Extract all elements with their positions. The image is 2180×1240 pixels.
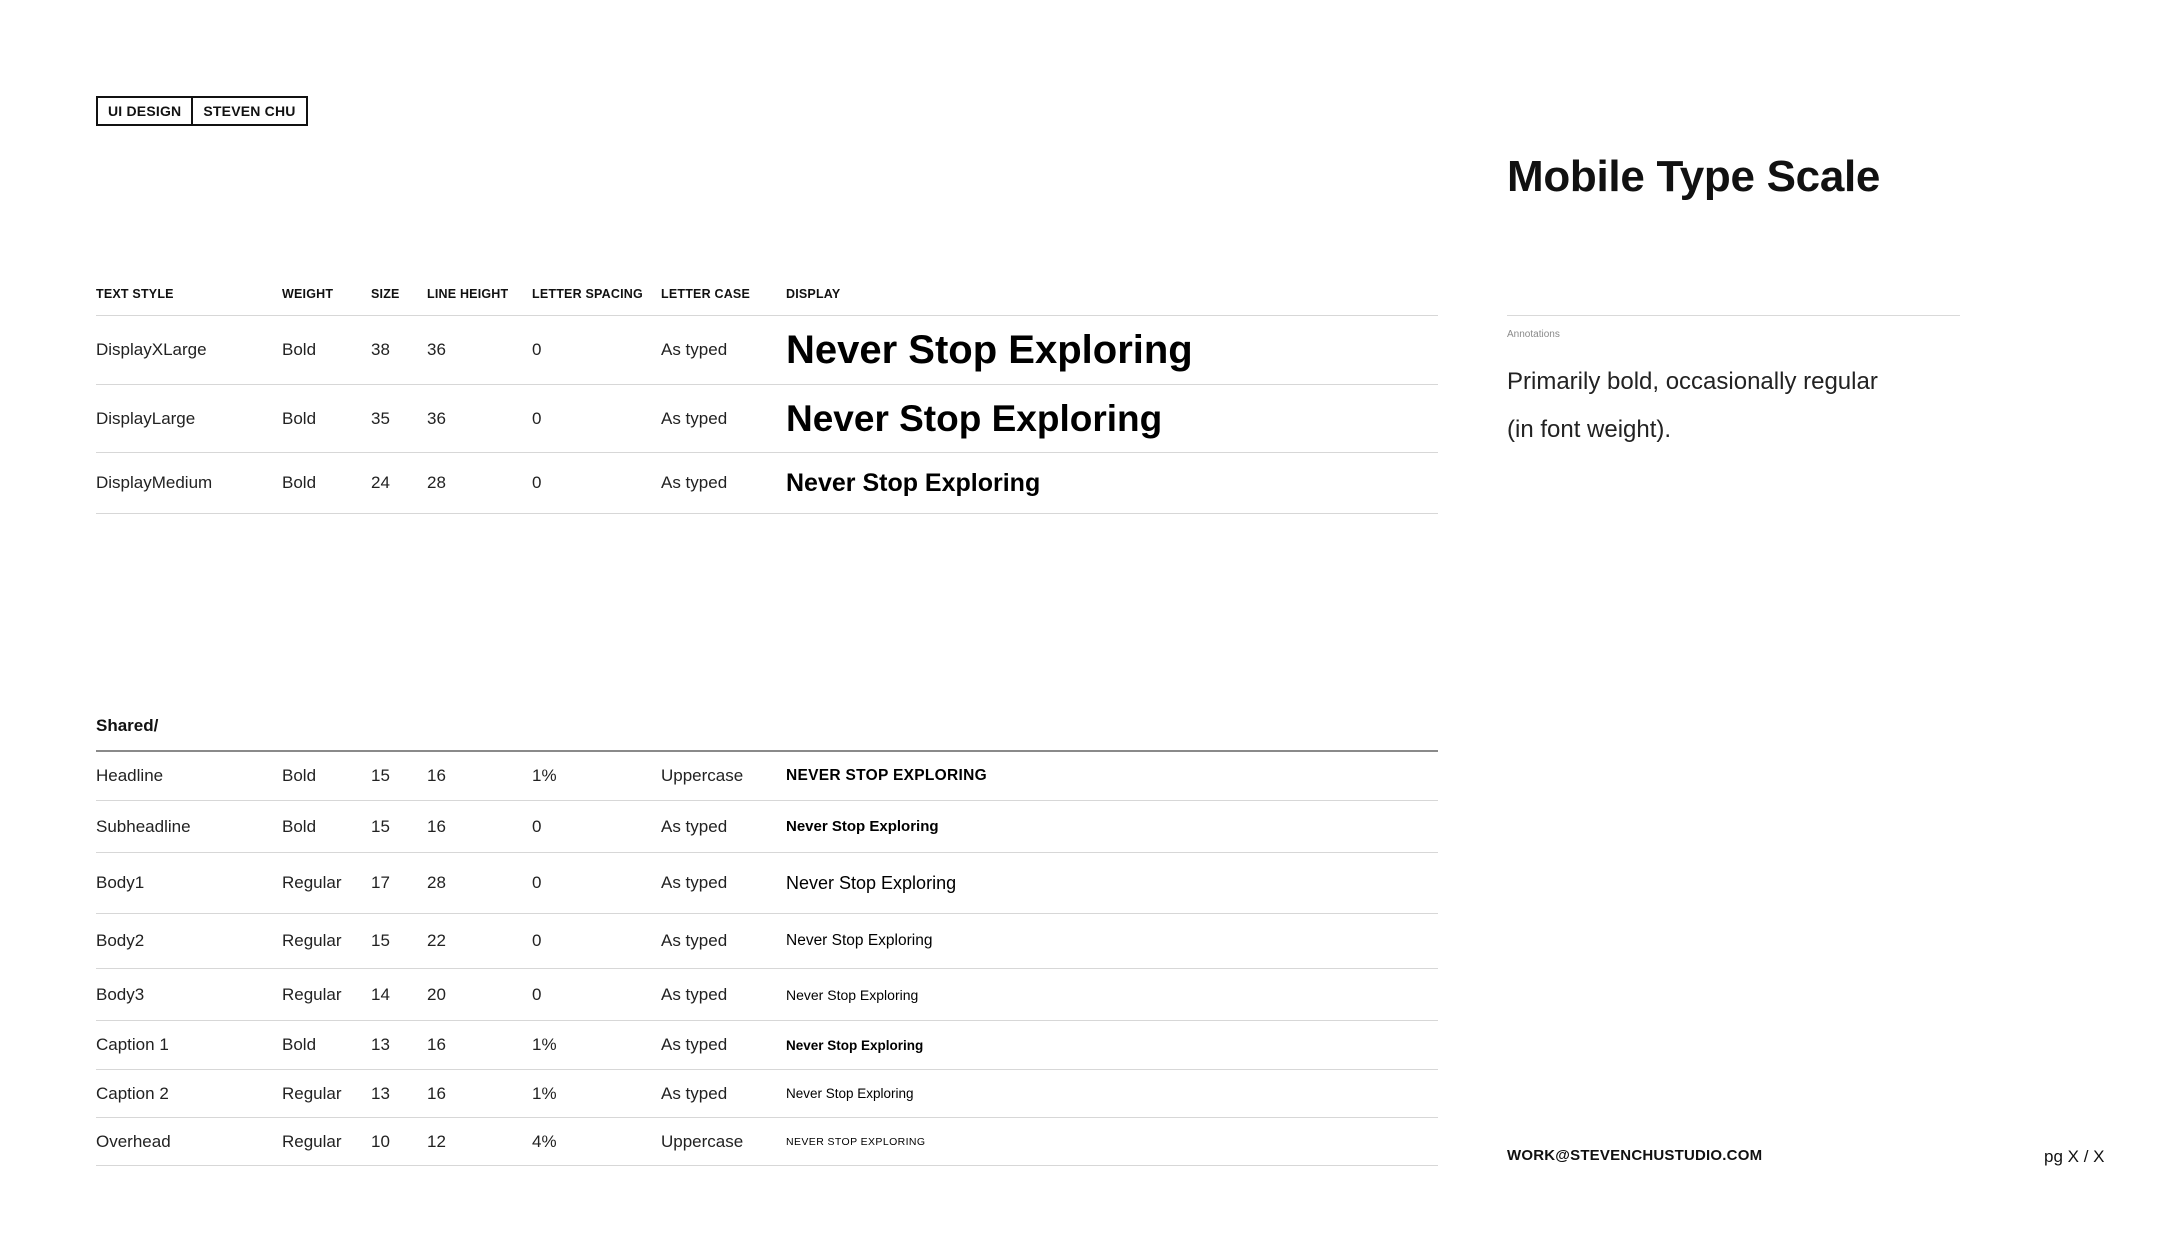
page-number: pg X / X xyxy=(2044,1147,2105,1166)
table-row xyxy=(96,969,1438,1021)
table-row xyxy=(96,752,1438,801)
cell-weight: Regular xyxy=(282,1083,342,1103)
cell-style: Caption 1 xyxy=(96,1035,169,1054)
table-row xyxy=(96,316,1438,385)
cell-line-height: 16 xyxy=(427,766,446,785)
cell-letter-case: As typed xyxy=(661,1083,728,1103)
cell-display-sample: Never Stop Exploring xyxy=(786,468,1041,497)
annotation-line: Primarily bold, occasionally regular xyxy=(1507,368,1878,395)
cell-weight: Regular xyxy=(282,931,342,950)
cell-display-sample: Never Stop Exploring xyxy=(786,327,1193,372)
cell-size: 15 xyxy=(371,931,390,950)
cell-line-height: 36 xyxy=(427,408,446,428)
cell-letter-spacing: 1% xyxy=(532,766,557,785)
cell-size: 15 xyxy=(371,816,390,836)
cell-style: DisplayXLarge xyxy=(96,340,207,359)
cell-display-sample: Never Stop Exploring xyxy=(786,397,1163,439)
cell-size: 24 xyxy=(371,473,390,492)
table-row xyxy=(96,1118,1438,1166)
col-weight: WEIGHT xyxy=(282,286,334,301)
cell-letter-spacing: 0 xyxy=(532,473,542,492)
cell-display-sample: Never Stop Exploring xyxy=(786,818,939,835)
cell-letter-case: Uppercase xyxy=(661,766,744,785)
cell-line-height: 22 xyxy=(427,931,446,950)
cell-style: Body1 xyxy=(96,873,145,892)
cell-weight: Bold xyxy=(282,340,317,359)
col-size: SIZE xyxy=(371,286,400,301)
shared-section-title: Shared/ xyxy=(96,716,159,735)
cell-letter-case: As typed xyxy=(661,931,728,950)
cell-letter-spacing: 1% xyxy=(532,1083,557,1103)
cell-letter-case: As typed xyxy=(661,816,728,836)
cell-letter-case: As typed xyxy=(661,984,728,1004)
cell-weight: Bold xyxy=(282,473,317,492)
cell-weight: Bold xyxy=(282,1035,317,1054)
col-text-style: TEXT STYLE xyxy=(96,286,174,301)
table-row xyxy=(96,385,1438,453)
cell-letter-spacing: 0 xyxy=(532,984,542,1004)
col-display: DISPLAY xyxy=(786,286,841,301)
cell-size: 35 xyxy=(371,408,390,428)
cell-style: Subheadline xyxy=(96,816,191,836)
header-badge xyxy=(96,96,308,126)
cell-letter-spacing: 4% xyxy=(532,1131,557,1151)
cell-size: 13 xyxy=(371,1035,390,1054)
cell-line-height: 16 xyxy=(427,816,446,836)
table-header xyxy=(96,272,1438,316)
col-letter-case: LETTER CASE xyxy=(661,286,751,301)
table-row xyxy=(96,1070,1438,1118)
badge-author: STEVEN CHU xyxy=(191,98,305,124)
cell-display-sample: Never Stop Exploring xyxy=(786,932,933,949)
cell-weight: Regular xyxy=(282,1131,342,1151)
cell-style: DisplayMedium xyxy=(96,473,213,492)
cell-line-height: 16 xyxy=(427,1035,446,1054)
table-row xyxy=(96,801,1438,853)
display-type-table xyxy=(96,272,1438,514)
table-row xyxy=(96,853,1438,914)
cell-style: Caption 2 xyxy=(96,1083,169,1103)
annotations-label: Annotations xyxy=(1507,329,1560,340)
cell-size: 17 xyxy=(371,873,390,892)
cell-letter-case: As typed xyxy=(661,340,728,359)
cell-line-height: 20 xyxy=(427,984,446,1004)
cell-style: DisplayLarge xyxy=(96,408,196,428)
cell-size: 15 xyxy=(371,766,390,785)
annotation-line: (in font weight). xyxy=(1507,416,1672,443)
cell-letter-case: As typed xyxy=(661,473,728,492)
cell-letter-case: As typed xyxy=(661,1035,728,1054)
shared-type-table xyxy=(96,750,1438,1166)
cell-letter-case: Uppercase xyxy=(661,1131,744,1151)
cell-style: Body3 xyxy=(96,984,145,1004)
cell-size: 14 xyxy=(371,984,390,1004)
cell-size: 10 xyxy=(371,1131,390,1151)
cell-style: Body2 xyxy=(96,931,145,950)
cell-line-height: 16 xyxy=(427,1083,446,1103)
cell-letter-spacing: 0 xyxy=(532,408,542,428)
cell-weight: Bold xyxy=(282,408,317,428)
cell-letter-spacing: 0 xyxy=(532,816,542,836)
cell-display-sample: Never Stop Exploring xyxy=(786,1086,914,1101)
cell-display-sample: Never Stop Exploring xyxy=(786,1037,924,1053)
cell-weight: Bold xyxy=(282,766,317,785)
cell-line-height: 28 xyxy=(427,873,446,892)
cell-letter-spacing: 0 xyxy=(532,873,542,892)
cell-style: Headline xyxy=(96,766,164,785)
cell-letter-case: As typed xyxy=(661,873,728,892)
cell-letter-case: As typed xyxy=(661,408,728,428)
cell-weight: Regular xyxy=(282,984,342,1004)
cell-letter-spacing: 0 xyxy=(532,931,542,950)
table-row xyxy=(96,914,1438,969)
cell-style: Overhead xyxy=(96,1131,171,1151)
cell-display-sample: Never Stop Exploring xyxy=(786,872,957,893)
cell-letter-spacing: 0 xyxy=(532,340,542,359)
cell-weight: Regular xyxy=(282,873,342,892)
cell-size: 13 xyxy=(371,1083,390,1103)
cell-line-height: 12 xyxy=(427,1131,446,1151)
cell-weight: Bold xyxy=(282,816,317,836)
footer-email: WORK@STEVENCHUSTUDIO.COM xyxy=(1507,1147,1763,1164)
cell-line-height: 28 xyxy=(427,473,446,492)
annotations-text xyxy=(1507,358,1967,454)
col-letter-spacing: LETTER SPACING xyxy=(532,286,643,301)
cell-display-sample: Never Stop Exploring xyxy=(786,986,919,1003)
annotations-divider xyxy=(1507,315,1960,316)
col-line-height: LINE HEIGHT xyxy=(427,286,509,301)
table-row xyxy=(96,1021,1438,1070)
cell-display-sample: NEVER STOP EXPLORING xyxy=(786,767,987,784)
table-row xyxy=(96,453,1438,514)
page-title: Mobile Type Scale xyxy=(1507,152,1881,201)
badge-category: UI DESIGN xyxy=(108,103,182,119)
cell-size: 38 xyxy=(371,340,390,359)
cell-line-height: 36 xyxy=(427,340,446,359)
cell-display-sample: NEVER STOP EXPLORING xyxy=(786,1135,926,1148)
cell-letter-spacing: 1% xyxy=(532,1035,557,1054)
